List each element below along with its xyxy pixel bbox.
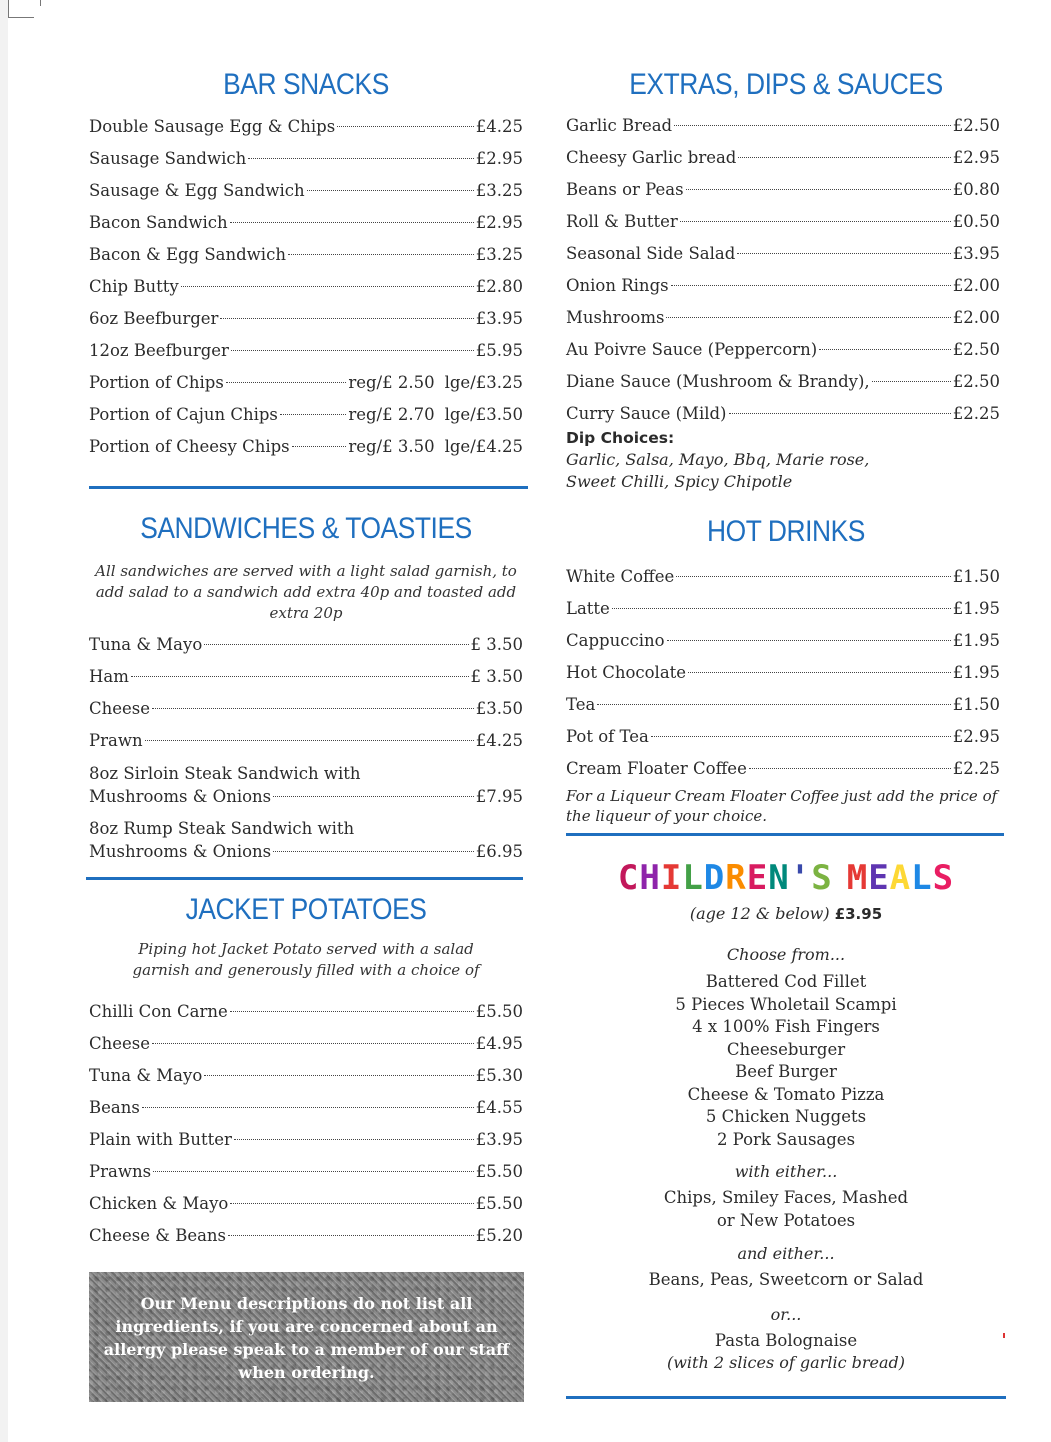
item-name: Sausage & Egg Sandwich [89, 181, 305, 200]
section-divider [86, 877, 523, 880]
item-name: Tuna & Mayo [89, 1066, 203, 1085]
menu-item [566, 398, 1000, 430]
item-price: £3.25 [475, 181, 523, 200]
item-price: £2.95 [475, 213, 523, 232]
menu-item [566, 625, 1000, 657]
menu-item [566, 689, 1000, 721]
item-price: £5.20 [475, 1226, 523, 1245]
stray-mark [1003, 1333, 1005, 1338]
dip-choices-title: Dip Choices: [566, 429, 675, 447]
item-name: Cappuccino [566, 631, 665, 650]
menu-item [89, 996, 523, 1028]
menu-item [89, 629, 523, 661]
item-name: 12oz Beefburger [89, 341, 229, 360]
menu-item [566, 142, 1000, 174]
item-price: £2.95 [952, 727, 1000, 746]
menu-item [89, 1188, 523, 1220]
item-price: £ 3.50 [470, 667, 523, 686]
item-price: £1.95 [952, 599, 1000, 618]
dot-leader [651, 736, 951, 737]
menu-item [566, 110, 1000, 142]
item-name: Au Poivre Sauce (Peppercorn) [566, 340, 818, 359]
dot-leader [231, 350, 474, 351]
childrens-option: 5 Chicken Nuggets [705, 1107, 867, 1126]
dot-leader [153, 1171, 474, 1172]
item-name: Onion Rings [566, 276, 669, 295]
childrens-option: 5 Pieces Wholetail Scampi [675, 994, 897, 1014]
menu-item [566, 206, 1000, 238]
regular-price: reg/£ 2.50 [348, 373, 435, 392]
dot-leader [248, 158, 474, 159]
menu-item [89, 693, 523, 725]
item-price: £2.25 [952, 404, 1000, 423]
item-name: Mushrooms [566, 308, 665, 327]
dot-leader [819, 349, 951, 350]
item-name: Garlic Bread [566, 116, 673, 135]
item-price: £4.95 [475, 1034, 523, 1053]
dot-leader [292, 446, 347, 447]
menu-item [89, 335, 523, 367]
item-price: £2.50 [952, 340, 1000, 359]
bar-snacks-heading: BAR SNACKS [223, 68, 389, 101]
dot-leader [612, 608, 951, 609]
item-name: Tuna & Mayo [89, 635, 203, 654]
bar-snacks-list [89, 111, 523, 463]
item-price: £6.95 [475, 842, 523, 861]
item-price: £1.50 [952, 567, 1000, 586]
large-price: lge/£3.50 [444, 405, 523, 424]
item-price: £5.50 [475, 1162, 523, 1181]
item-name-line1: 8oz Rump Steak Sandwich with [89, 819, 355, 838]
childrens-option: Cheeseburger [726, 1039, 846, 1059]
item-line2 [89, 840, 523, 863]
item-name: Seasonal Side Salad [566, 244, 736, 263]
extras-heading: EXTRAS, DIPS & SAUCES [629, 68, 943, 101]
menu-item [89, 303, 523, 335]
dot-leader [337, 126, 474, 127]
dot-leader [667, 640, 951, 641]
crop-mark-tick [40, 0, 41, 6]
item-name: Portion of Cajun Chips [89, 405, 278, 424]
dot-leader [666, 317, 950, 318]
dot-leader [230, 1011, 474, 1012]
childrens-options [566, 971, 1006, 1151]
item-price: £5.50 [475, 1002, 523, 1021]
item-name-line1: 8oz Sirloin Steak Sandwich with [89, 764, 361, 783]
hot-drinks-heading: HOT DRINKS [707, 515, 865, 548]
item-name: Portion of Cheesy Chips [89, 437, 290, 456]
item-price: £5.95 [475, 341, 523, 360]
dot-leader [230, 1203, 473, 1204]
menu-item [89, 271, 523, 303]
menu-item [566, 302, 1000, 334]
menu-item [566, 238, 1000, 270]
item-price: £2.95 [475, 149, 523, 168]
item-name: Sausage Sandwich [89, 149, 247, 168]
menu-item [566, 334, 1000, 366]
childrens-option: 4 x 100% Fish Fingers [692, 1017, 880, 1036]
menu-item [89, 1092, 523, 1124]
item-name: Chip Butty [89, 277, 179, 296]
menu-item [566, 174, 1000, 206]
item-price: £0.50 [952, 212, 1000, 231]
dot-leader [288, 254, 474, 255]
item-name: White Coffee [566, 567, 675, 586]
menu-item [89, 1220, 523, 1252]
sides-line1: Chips, Smiley Faces, Mashed [663, 1188, 909, 1207]
childrens-age-line [566, 903, 1006, 925]
liqueur-note-line1: For a Liqueur Cream Floater Coffee just add the price of [566, 787, 998, 805]
dot-leader [688, 672, 951, 673]
menu-item [89, 1156, 523, 1188]
dot-leader [671, 285, 951, 286]
sized-menu-item [89, 367, 523, 399]
item-name: Hot Chocolate [566, 663, 687, 682]
item-price: £2.95 [952, 148, 1000, 167]
item-price: £3.25 [475, 245, 523, 264]
dot-leader [686, 189, 951, 190]
item-name: Cheese [89, 699, 151, 718]
item-name: Latte [566, 599, 610, 618]
menu-item [89, 1028, 523, 1060]
childrens-meals-heading: CHILDREN'S MEALS [617, 858, 955, 898]
item-name: Cream Floater Coffee [566, 759, 747, 778]
childrens-option: Beef Burger [735, 1062, 837, 1081]
item-price: £1.50 [952, 695, 1000, 714]
item-name: Curry Sauce (Mild) [566, 404, 727, 423]
dot-leader [152, 1043, 474, 1044]
dip-choices-line2: Sweet Chilli, Spicy Chipotle [566, 472, 793, 491]
item-name: Prawns [89, 1162, 152, 1181]
extras-list [566, 110, 1000, 430]
jacket-note: Piping hot Jacket Potato served with a salad garnish and generously filled with a choice of [132, 940, 480, 979]
dot-leader [204, 1075, 473, 1076]
hot-drinks-list [566, 561, 1000, 785]
regular-price: reg/£ 2.70 [348, 405, 435, 424]
item-price: £2.50 [952, 116, 1000, 135]
regular-price: reg/£ 3.50 [348, 437, 435, 456]
sandwiches-list [89, 629, 523, 757]
item-price: £5.30 [475, 1066, 523, 1085]
dot-leader [152, 708, 474, 709]
sized-menu-item [89, 399, 523, 431]
sandwiches-note: All sandwiches are served with a light salad garnish, to add salad to a sandwich add extra 40p and toasted add extra 20p [95, 562, 517, 622]
menu-item [89, 111, 523, 143]
childrens-option: 2 Pork Sausages [716, 1129, 856, 1149]
item-name: Ham [89, 667, 129, 686]
item-price: £2.00 [952, 308, 1000, 327]
sized-menu-item [89, 431, 523, 463]
dot-leader [228, 1235, 474, 1236]
dot-leader [230, 222, 474, 223]
item-price: £3.95 [475, 309, 523, 328]
childrens-option: Battered Cod Fillet [705, 972, 867, 991]
item-name: Roll & Butter [566, 212, 678, 231]
item-name: Chilli Con Carne [89, 1002, 228, 1021]
dot-leader [737, 253, 950, 254]
item-name: Pot of Tea [566, 727, 649, 746]
steak-list [89, 762, 523, 872]
sides-line2: or New Potatoes [716, 1211, 856, 1230]
menu-item [89, 239, 523, 271]
item-name: Bacon Sandwich [89, 213, 228, 232]
with-either-label: with either... [734, 1162, 838, 1181]
item-name: Beans or Peas [566, 180, 684, 199]
dot-leader [220, 318, 473, 319]
dip-choices-line1: Garlic, Salsa, Mayo, Bbq, Marie rose, [566, 450, 870, 469]
dot-leader [234, 1139, 474, 1140]
item-name: Diane Sauce (Mushroom & Brandy), [566, 372, 870, 391]
item-name: Plain with Butter [89, 1130, 232, 1149]
item-price: £5.50 [475, 1194, 523, 1213]
menu-item [566, 721, 1000, 753]
menu-item [89, 1060, 523, 1092]
veg-line: Beans, Peas, Sweetcorn or Salad [648, 1270, 924, 1289]
item-name-line2: Mushrooms & Onions [89, 842, 272, 861]
dot-leader [729, 413, 951, 414]
item-name: Bacon & Egg Sandwich [89, 245, 286, 264]
jacket-list [89, 996, 523, 1252]
menu-item [566, 366, 1000, 398]
item-price: £2.25 [952, 759, 1000, 778]
menu-item [89, 725, 523, 757]
menu-item [89, 175, 523, 207]
liqueur-note-line2: the liqueur of your choice. [566, 807, 768, 825]
menu-item [566, 270, 1000, 302]
item-price: £4.25 [475, 731, 523, 750]
dot-leader [204, 644, 468, 645]
dot-leader [307, 190, 474, 191]
choose-from-label: Choose from... [726, 945, 846, 964]
steak-item [89, 762, 523, 808]
menu-item [89, 661, 523, 693]
item-price: £7.95 [475, 787, 523, 806]
item-name: Tea [566, 695, 596, 714]
item-name: Cheese & Beans [89, 1226, 227, 1245]
or-label: or... [770, 1305, 802, 1324]
allergy-notice [89, 1272, 524, 1402]
dot-leader [738, 157, 950, 158]
menu-item [89, 1124, 523, 1156]
item-name: Cheese [89, 1034, 151, 1053]
dot-leader [872, 381, 951, 382]
item-price: £4.55 [475, 1098, 523, 1117]
item-price: £1.95 [952, 663, 1000, 682]
item-name: Prawn [89, 731, 143, 750]
allergy-text: Our Menu descriptions do not list all ingredients, if you are concerned about an allergy please speak to a member of our staff when ordering. [103, 1294, 510, 1382]
section-divider [89, 486, 528, 489]
item-price: £3.95 [475, 1130, 523, 1149]
menu-item [566, 561, 1000, 593]
item-name: Chicken & Mayo [89, 1194, 229, 1213]
pasta-note: (with 2 slices of garlic bread) [666, 1353, 906, 1372]
dot-leader [674, 125, 951, 126]
item-line2 [89, 785, 523, 808]
item-price: £3.95 [952, 244, 1000, 263]
dot-leader [142, 1107, 474, 1108]
dot-leader [226, 382, 347, 383]
childrens-age: (age 12 & below) [689, 904, 830, 923]
dot-leader [676, 576, 950, 577]
dot-leader [181, 286, 474, 287]
menu-item [566, 593, 1000, 625]
menu-item [89, 143, 523, 175]
item-price: £1.95 [952, 631, 1000, 650]
steak-item [89, 817, 523, 863]
dot-leader [597, 704, 950, 705]
childrens-price: £3.95 [834, 905, 883, 923]
crop-mark [8, 0, 34, 18]
large-price: lge/£3.25 [444, 373, 523, 392]
menu-item [566, 753, 1000, 785]
item-price: £3.50 [475, 699, 523, 718]
item-price: £4.25 [475, 117, 523, 136]
item-price: £2.50 [952, 372, 1000, 391]
item-price: £ 3.50 [470, 635, 523, 654]
large-price: lge/£4.25 [444, 437, 523, 456]
item-name-line2: Mushrooms & Onions [89, 787, 272, 806]
item-price: £2.00 [952, 276, 1000, 295]
menu-item [566, 657, 1000, 689]
dot-leader [749, 768, 951, 769]
item-name: Double Sausage Egg & Chips [89, 117, 336, 136]
item-price: £2.80 [475, 277, 523, 296]
dot-leader [273, 851, 474, 852]
pasta-line: Pasta Bolognaise [714, 1331, 858, 1350]
and-either-label: and either... [737, 1244, 835, 1263]
item-price: £0.80 [952, 180, 1000, 199]
sandwiches-heading: SANDWICHES & TOASTIES [140, 512, 472, 545]
menu-item [89, 207, 523, 239]
dot-leader [273, 796, 474, 797]
item-name: Cheesy Garlic bread [566, 148, 737, 167]
item-name: Beans [89, 1098, 140, 1117]
item-name: 6oz Beefburger [89, 309, 219, 328]
item-name: Portion of Chips [89, 373, 224, 392]
dot-leader [131, 676, 469, 677]
jacket-potatoes-heading: JACKET POTATOES [185, 893, 427, 926]
dot-leader [145, 740, 474, 741]
section-divider [566, 833, 1004, 836]
dot-leader [680, 221, 951, 222]
section-divider [566, 1396, 1006, 1399]
childrens-option: Cheese & Tomato Pizza [687, 1084, 885, 1104]
dot-leader [280, 414, 346, 415]
